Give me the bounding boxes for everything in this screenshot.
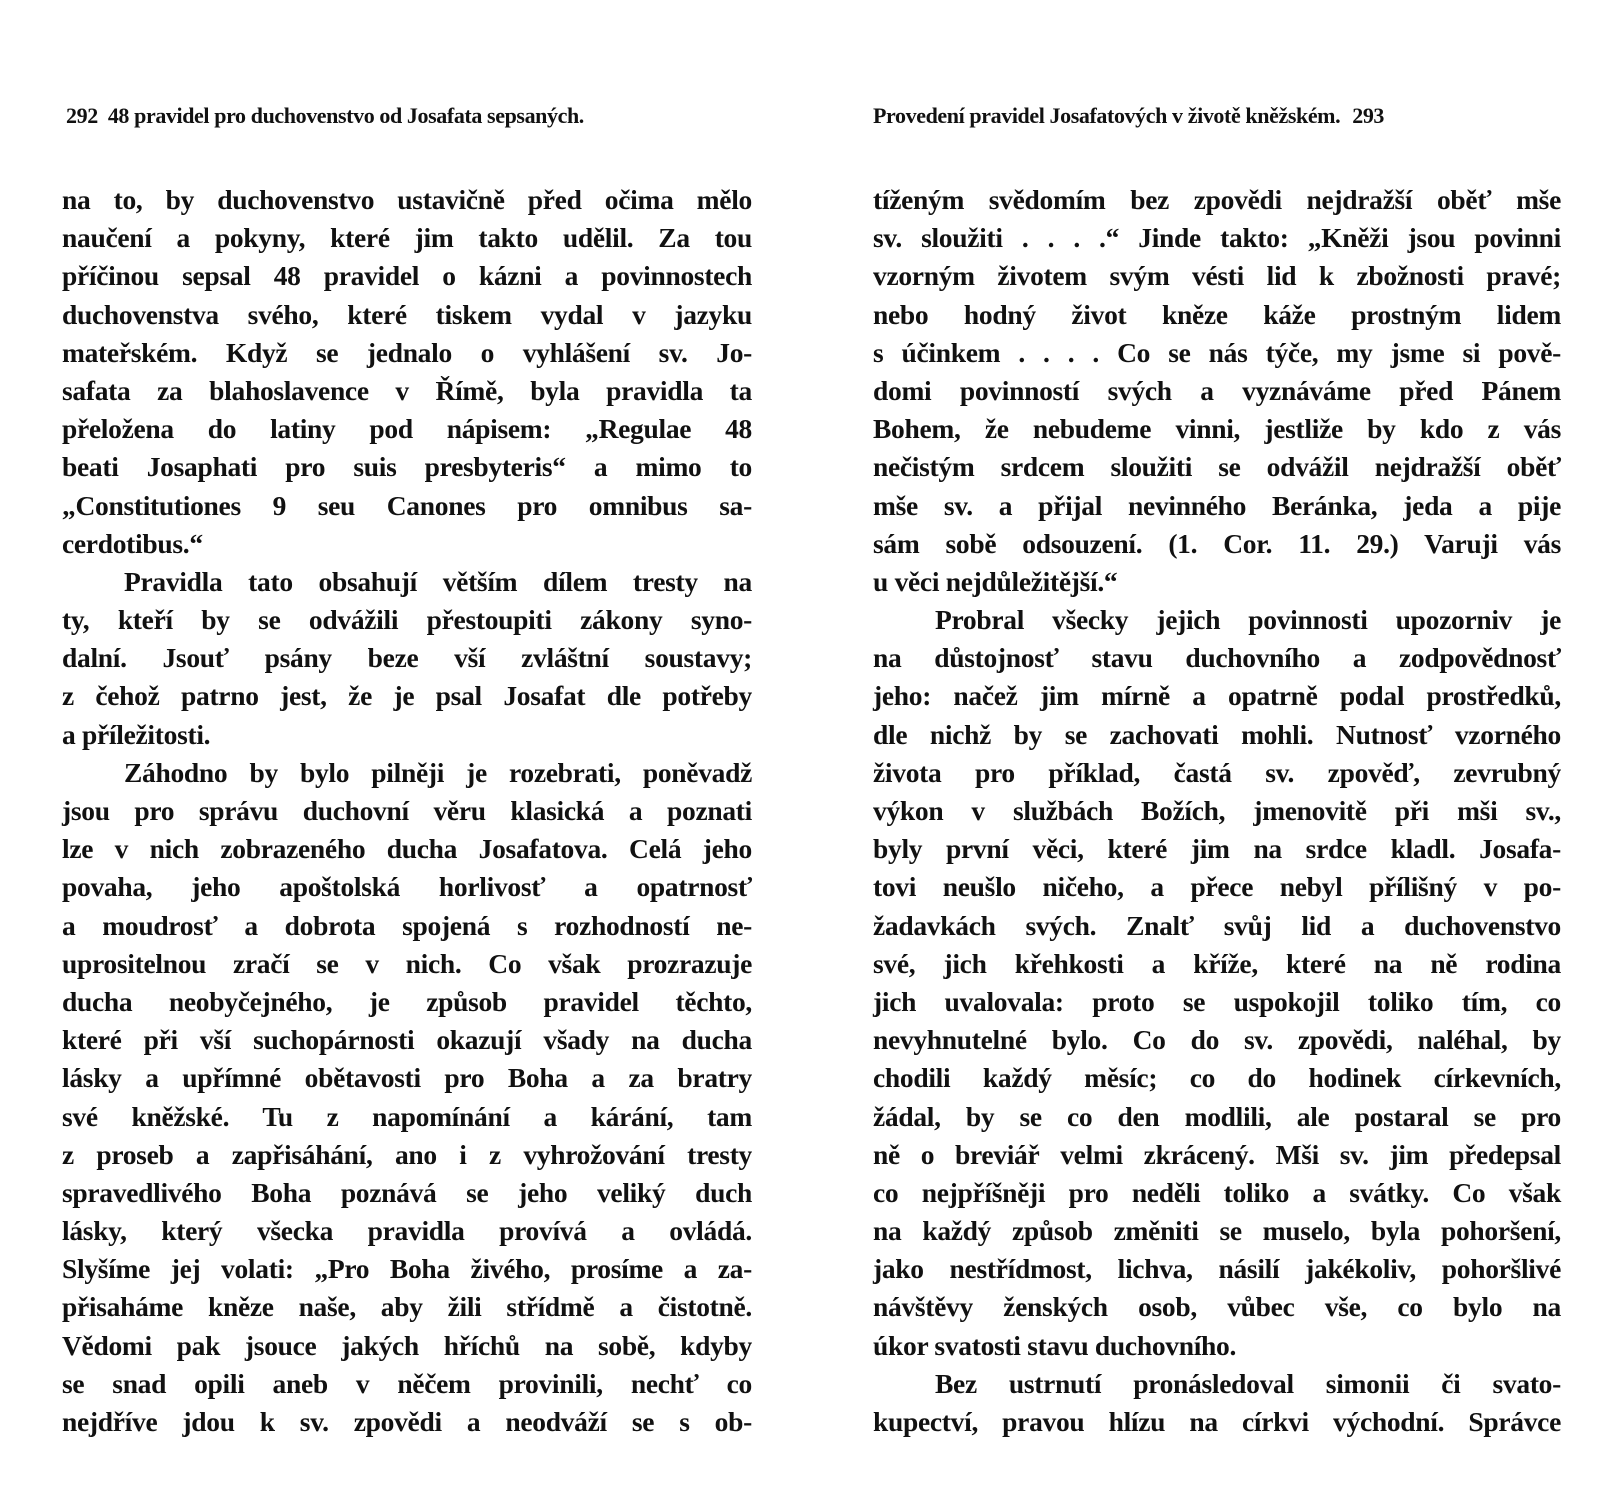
text-line: sám sobě odsouzení. (1. Cor. 11. 29.) Varuji vás — [873, 527, 1561, 559]
right-page — [811, 0, 1622, 1501]
right-page-number: 293 — [1352, 103, 1385, 128]
text-line: vzorným životem svým vésti lid k zbožnosti pravé; — [873, 260, 1561, 292]
text-line: příčinou sepsal 48 pravidel o kázni a povinnostech — [62, 260, 752, 292]
text-line: Slyšíme jej volati: „Pro Boha živého, prosíme a za- — [62, 1253, 752, 1285]
text-line: ducha neobyčejného, je způsob pravidel těchto, — [62, 985, 752, 1017]
text-line: se snad opili aneb v něčem provinili, nechť co — [62, 1367, 752, 1399]
text-line: výkon v službách Božích, jmenovitě při mši sv., — [873, 795, 1561, 826]
text-line: s účinkem . . . . Co se nás týče, my jsme si pově- — [873, 336, 1561, 368]
text-line: mše sv. a přijal nevinného Beránka, jeda a pije — [873, 489, 1561, 521]
left-running-title: 48 pravidel pro duchovenstvo od Josafata sepsaných. — [107, 103, 584, 128]
text-line: z čehož patrno jest, že je psal Josafat dle potřeby — [62, 680, 752, 712]
text-line: domi povinností svých a vyznáváme před Pánem — [873, 374, 1561, 406]
text-line: lásky a upřímné obětavosti pro Boha a za bratry — [62, 1062, 752, 1094]
text-line: své, jich křehkosti a kříže, které na ně rodina — [873, 947, 1561, 979]
text-line: dle nichž by se zachovati mohli. Nutnosť vzorného — [873, 718, 1561, 750]
text-line: Pravidla tato obsahují větším dílem tresty na — [124, 565, 752, 597]
text-line: povaha, jeho apoštolská horlivosť a opatrnosť — [62, 871, 752, 903]
text-line: sv. sloužiti . . . .“ Jinde takto: „Kněži jsou povinni — [873, 222, 1561, 254]
text-line: na to, by duchovenstvo ustavičně před očima mělo — [62, 184, 752, 215]
text-line: lze v nich zobrazeného ducha Josafatova. Celá jeho — [62, 833, 752, 865]
text-line: Záhodno by bylo pilněji je rozebrati, poněvadž — [124, 756, 752, 788]
text-line: úkor svatosti stavu duchovního. — [873, 1329, 1237, 1361]
text-line: Bohem, že nebudeme vinni, jestliže by kdo z vás — [873, 413, 1561, 445]
right-running-title: Provedení pravidel Josafatových v životě kněžském. — [873, 103, 1341, 128]
text-line: tovi neušlo ničeho, a přece nebyl přílišný v po- — [873, 871, 1561, 903]
text-line: jeho: načež jim mírně a opatrně podal prostředků, — [873, 680, 1561, 712]
text-line: jako nestřídmost, lichva, násilí jakékoliv, pohoršlivé — [873, 1253, 1561, 1285]
text-line: chodili každý měsíc; co do hodinek církevních, — [873, 1062, 1561, 1094]
text-line: dalní. Jsouť psány beze vší zvláštní soustavy; — [62, 642, 752, 674]
text-line: žadavkách svých. Znalť svůj lid a duchovenstvo — [873, 909, 1561, 941]
text-line: „Constitutiones 9 seu Canones pro omnibus sa- — [62, 489, 752, 521]
text-line: co nejpříšněji pro neděli toliko a svátky. Co však — [873, 1176, 1561, 1208]
text-line: a příležitosti. — [62, 718, 211, 750]
text-line: nečistým srdcem sloužiti se odvážil nejdražší oběť — [873, 451, 1561, 483]
text-line: na každý způsob změniti se muselo, byla pohoršení, — [873, 1215, 1561, 1247]
text-line: přisaháme kněze naše, aby žili střídmě a čistotně. — [62, 1291, 752, 1323]
text-line: safata za blahoslavence v Římě, byla pravidla ta — [62, 374, 752, 406]
text-line: ty, kteří by se odvážili přestoupiti zákony syno- — [62, 604, 752, 636]
text-line: své kněžské. Tu z napomínání a kárání, tam — [62, 1100, 752, 1132]
text-line: nebo hodný život kněze káže prostným lidem — [873, 298, 1561, 330]
text-line: ně o breviář velmi zkrácený. Mši sv. jim předepsal — [873, 1138, 1561, 1170]
text-line: lásky, který všecka pravidla provívá a ovládá. — [62, 1215, 752, 1247]
text-line: života pro příklad, častá sv. zpověď, zevrubný — [873, 756, 1561, 788]
text-line: spravedlivého Boha poznává se jeho veliký duch — [62, 1176, 752, 1208]
text-line: na důstojnosť stavu duchovního a zodpovědnosť — [873, 642, 1561, 674]
text-line: Bez ustrnutí pronásledoval simonii či svato- — [935, 1367, 1561, 1399]
text-line: Probral všecky jejich povinnosti upozorniv je — [935, 604, 1561, 636]
text-line: a moudrosť a dobrota spojená s rozhodností ne- — [62, 909, 752, 941]
text-line: byly první věci, které jim na srdce kladl. Josafa- — [873, 833, 1561, 865]
text-line: kupectví, pravou hlízu na církvi východní. Správce — [873, 1406, 1561, 1437]
text-line: nejdříve jdou k sv. zpovědi a neodváží se s ob- — [62, 1406, 752, 1437]
text-line: které při vší suchopárnosti okazují všady na ducha — [62, 1024, 752, 1056]
text-line: duchovenstva svého, které tiskem vydal v jazyku — [62, 298, 752, 330]
text-line: cerdotibus.“ — [62, 527, 203, 559]
left-page-number: 292 — [66, 103, 98, 128]
text-line: Vědomi pak jsouce jakých hříchů na sobě, kdyby — [62, 1329, 752, 1361]
text-line: mateřském. Když se jednalo o vyhlášení sv. Jo- — [62, 336, 752, 368]
text-line: z proseb a zapřisáhání, ano i z vyhrožování tresty — [62, 1138, 752, 1170]
text-line: uprositelnou zračí se v nich. Co však prozrazuje — [62, 947, 752, 979]
left-running-head — [66, 103, 584, 129]
text-line: žádal, by se co den modlili, ale postaral se pro — [873, 1100, 1561, 1132]
text-line: jich uvalovala: proto se uspokojil toliko tím, co — [873, 985, 1561, 1017]
text-line: návštěvy ženských osob, vůbec vše, co bylo na — [873, 1291, 1561, 1323]
text-line: tíženým svědomím bez zpovědi nejdražší oběť mše — [873, 184, 1561, 215]
right-running-head — [873, 103, 1384, 129]
text-line: beati Josaphati pro suis presbyteris“ a mimo to — [62, 451, 752, 483]
text-line: nevyhnutelné bylo. Co do sv. zpovědi, naléhal, by — [873, 1024, 1561, 1056]
left-text-column — [62, 181, 752, 1441]
text-line: přeložena do latiny pod nápisem: „Regulae 48 — [62, 413, 752, 445]
text-line: naučení a pokyny, které jim takto udělil. Za tou — [62, 222, 752, 254]
text-line: u věci nejdůležitější.“ — [873, 565, 1118, 597]
right-text-column — [873, 181, 1561, 1441]
text-line: jsou pro správu duchovní věru klasická a poznati — [62, 795, 752, 826]
